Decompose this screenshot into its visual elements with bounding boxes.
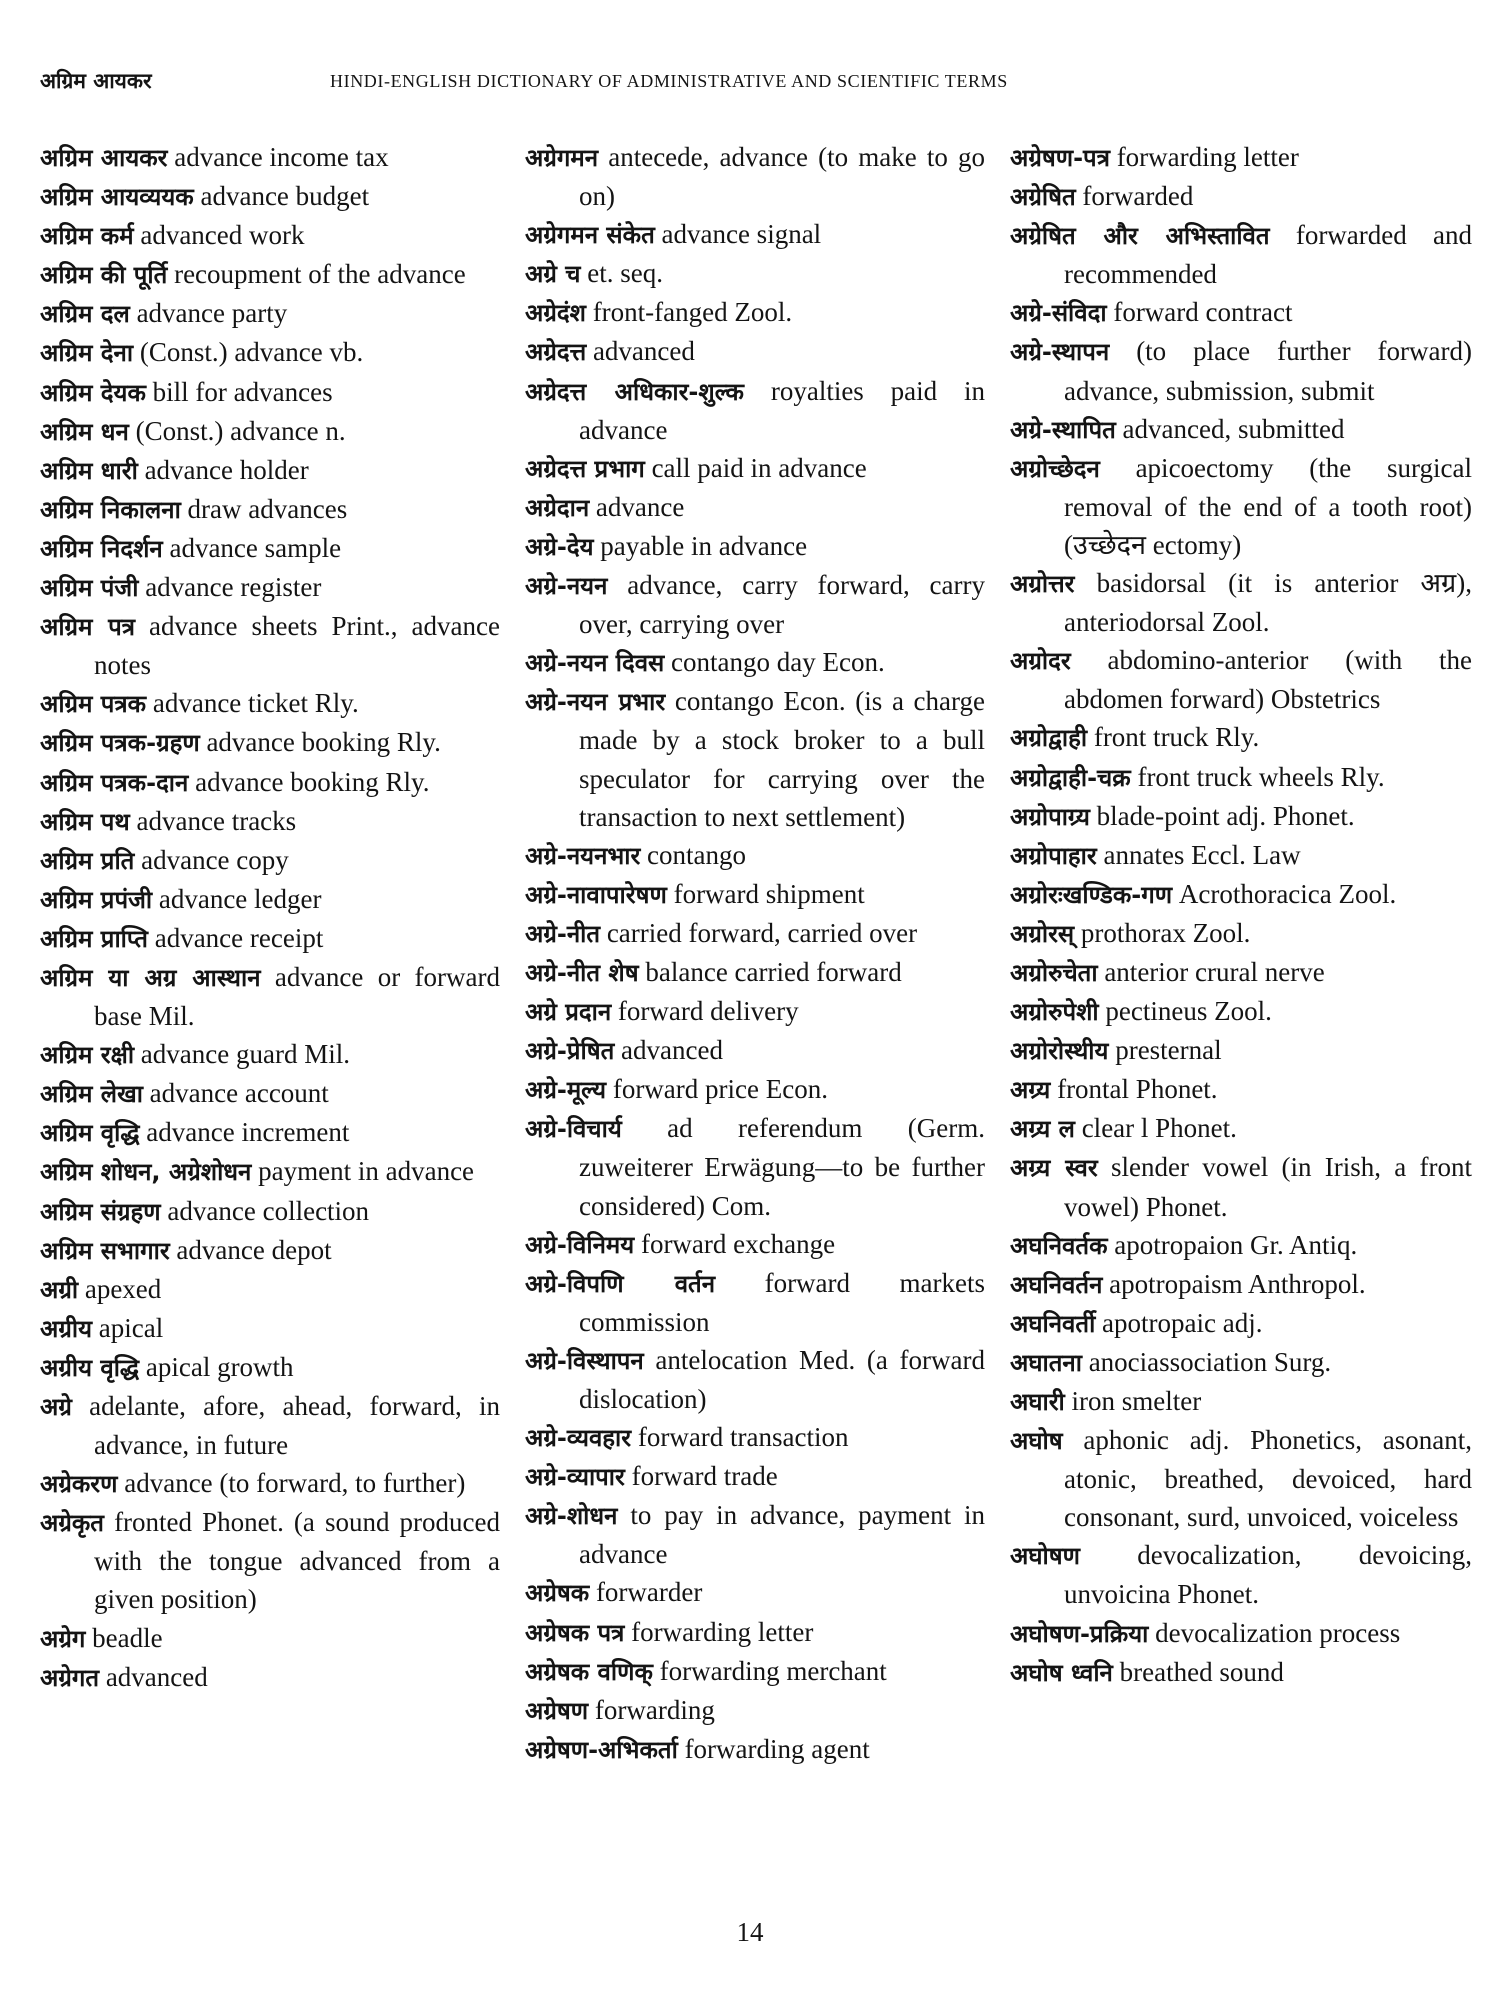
entry-translation: advance holder <box>144 454 309 485</box>
column-2 <box>525 138 985 1769</box>
dictionary-entry <box>1010 641 1472 718</box>
entry-translation: advance receipt <box>154 922 324 953</box>
dictionary-entry <box>525 293 985 332</box>
entry-translation: advance ticket Rly. <box>152 688 359 719</box>
entry-translation: slender vowel (in Irish, a front vowel) Phonet. <box>1064 1152 1473 1222</box>
entry-headword: अग्रीय <box>40 1314 93 1343</box>
entry-headword: अग्रोपाग्र्य <box>1010 802 1090 831</box>
entry-translation: (to place further forward) advance, submission, submit <box>1064 336 1472 406</box>
dictionary-entry <box>1010 449 1472 564</box>
dictionary-entry <box>1010 875 1472 914</box>
entry-headword: अग्रिम धन <box>40 417 129 446</box>
entry-translation: advance <box>595 491 685 522</box>
entry-translation: bill for advances <box>152 376 333 407</box>
dictionary-entry <box>40 1113 500 1152</box>
entry-translation: forward contract <box>1113 297 1293 328</box>
entry-headword: अग्र्य <box>1010 1076 1051 1105</box>
entry-translation: contango <box>647 839 747 870</box>
dictionary-entry <box>525 372 985 449</box>
entry-headword: अग्रीय वृद्धि <box>40 1353 140 1382</box>
dictionary-entry <box>525 1457 985 1496</box>
entry-translation: basidorsal (it is anterior अग्र), anteriodorsal Zool. <box>1064 568 1472 638</box>
entry-headword: अग्रिम वृद्धि <box>40 1119 140 1148</box>
entry-headword: अग्रिम प्राप्ति <box>40 924 148 953</box>
dictionary-entry <box>40 1231 500 1270</box>
dictionary-entry <box>525 1264 985 1341</box>
entry-headword: अग्रे-स्थापित <box>1010 415 1116 444</box>
entry-headword: अग्रे-स्थापन <box>1010 338 1110 367</box>
entry-headword: अग्रे-व्यापार <box>525 1463 625 1492</box>
dictionary-entry <box>40 1270 500 1309</box>
dictionary-entry <box>525 1691 985 1730</box>
entry-headword: अग्रे-नीत <box>525 919 601 948</box>
entry-translation: fronted Phonet. (a sound produced with the tongue advanced from a given position) <box>94 1507 500 1615</box>
entry-translation: advance tracks <box>136 805 297 836</box>
entry-headword: अग्रिम दल <box>40 300 130 329</box>
entry-headword: अग्रेषण <box>525 1696 589 1725</box>
dictionary-entry <box>525 1573 985 1612</box>
entry-translation: carried forward, carried over <box>606 917 918 948</box>
entry-headword: अग्रे-नयन <box>525 572 608 601</box>
entry-headword: अघारी <box>1010 1388 1065 1416</box>
dictionary-entry <box>525 1496 985 1573</box>
dictionary-entry <box>525 1613 985 1652</box>
entry-headword: अग्रे <box>40 1393 72 1421</box>
dictionary-entry <box>40 763 500 802</box>
entry-headword: अग्रेषित और अभिस्तावित <box>1010 222 1270 251</box>
entry-headword: अग्रेग <box>40 1624 86 1653</box>
dictionary-entry <box>1010 410 1472 449</box>
dictionary-entry <box>1010 1536 1472 1613</box>
entry-headword: अग्रिम धारी <box>40 456 138 485</box>
dictionary-entry <box>40 1464 500 1503</box>
dictionary-entry <box>40 451 500 490</box>
entry-translation: contango day Econ. <box>671 647 885 678</box>
entry-headword: अग्रोरोस्थीय <box>1010 1037 1109 1066</box>
entry-translation: prothorax Zool. <box>1080 917 1251 948</box>
entry-translation: advance sheets Print., advance notes <box>94 611 500 681</box>
entry-headword: अग्रिम देना <box>40 339 134 368</box>
entry-headword: अग्रिम आयव्ययक <box>40 183 194 212</box>
entry-headword: अग्रेदत्त <box>525 338 587 367</box>
dictionary-entry <box>1010 1382 1472 1421</box>
entry-headword: अग्रेषक पत्र <box>525 1618 625 1647</box>
entry-translation: forwarding merchant <box>659 1655 887 1686</box>
entry-headword: अग्रे-नयनभार <box>525 841 641 870</box>
entry-headword: अग्रे-शोधन <box>525 1502 618 1531</box>
entry-headword: अग्रोरस् <box>1010 919 1075 948</box>
dictionary-entry <box>40 490 500 529</box>
entry-translation: devocalization process <box>1155 1617 1401 1648</box>
entry-headword: अग्रेदंश <box>525 299 586 328</box>
entry-translation: apotropaion Gr. Antiq. <box>1114 1229 1358 1260</box>
dictionary-entry <box>1010 564 1472 641</box>
entry-headword: अघनिवर्तन <box>1010 1270 1103 1299</box>
entry-translation: advance sample <box>169 532 342 563</box>
dictionary-entry <box>40 333 500 372</box>
dictionary-entry <box>1010 1109 1472 1148</box>
dictionary-entry <box>40 841 500 880</box>
entry-headword: अग्रिम संग्रहण <box>40 1197 161 1226</box>
entry-translation: forwarding agent <box>684 1733 870 1764</box>
entry-translation: devocalization, devoicing, unvoicina Phonet. <box>1064 1540 1472 1610</box>
dictionary-entry <box>525 215 985 254</box>
entry-translation: antecede, advance (to make to go on) <box>579 142 986 212</box>
dictionary-entry <box>525 332 985 371</box>
entry-translation: advance ledger <box>158 883 322 914</box>
entry-translation: advance or forward base Mil. <box>94 961 500 1032</box>
entry-headword: अग्रिम प्रति <box>40 846 135 875</box>
entry-headword: अग्रे-नावापारेषण <box>525 880 667 909</box>
dictionary-entry <box>40 373 500 412</box>
entry-headword: अघोषण-प्रक्रिया <box>1010 1619 1149 1648</box>
entry-translation: apical <box>98 1312 164 1343</box>
entry-headword: अग्रिम की पूर्ति <box>40 261 168 290</box>
entry-headword: अग्रिम पत्रक-ग्रहण <box>40 729 200 758</box>
entry-headword: अग्रिम निकालना <box>40 495 181 524</box>
entry-translation: advance copy <box>141 844 289 875</box>
dictionary-entry <box>40 684 500 723</box>
entry-headword: अग्रोपाहार <box>1010 841 1097 870</box>
dictionary-entry <box>525 1730 985 1769</box>
entry-translation: contango Econ. (is a charge made by a stock broker to a bull speculator for carrying over the transaction to next settlement) <box>579 686 986 832</box>
entry-headword: अग्रिम कर्म <box>40 222 134 251</box>
dictionary-entry <box>40 1658 500 1697</box>
entry-translation: apexed <box>84 1273 162 1304</box>
dictionary-entry <box>40 1619 500 1658</box>
entry-translation: apical growth <box>145 1351 294 1382</box>
dictionary-entry <box>1010 1614 1472 1653</box>
entry-translation: forwarded and recommended <box>1064 220 1472 290</box>
entry-headword: अग्रेगमन <box>525 144 599 172</box>
entry-translation: abdomino-anterior (with the abdomen forward) Obstetrics <box>1064 645 1472 715</box>
entry-headword: अग्र्य स्वर <box>1010 1154 1098 1183</box>
entry-translation: forwarder <box>595 1577 703 1608</box>
dictionary-entry <box>1010 1653 1472 1692</box>
dictionary-entry <box>40 177 500 216</box>
entry-translation: clear l Phonet. <box>1081 1113 1237 1144</box>
dictionary-entry <box>525 449 985 488</box>
entry-translation: advance (to forward, to further) <box>124 1468 466 1499</box>
dictionary-entry <box>1010 797 1472 836</box>
entry-headword: अग्रेकरण <box>40 1470 118 1499</box>
entry-headword: अग्रोरुपेशी <box>1010 998 1099 1027</box>
entry-translation: forward delivery <box>617 996 799 1027</box>
entry-headword: अघनिवर्ती <box>1010 1309 1096 1338</box>
dictionary-entry <box>40 1348 500 1387</box>
entry-translation: forwarding letter <box>1116 142 1299 172</box>
entry-translation: ad referendum (Germ. zuweiterer Erwägung—to be further considered) Com. <box>579 1113 985 1221</box>
entry-headword: अघोषण <box>1010 1542 1080 1571</box>
entry-translation: advanced, submitted <box>1122 413 1345 444</box>
entry-translation: advanced work <box>140 220 305 251</box>
dictionary-entry <box>40 1035 500 1074</box>
entry-translation: anociassociation Surg. <box>1088 1346 1332 1377</box>
entry-translation: beadle <box>92 1622 163 1653</box>
entry-headword: अग्रे प्रदान <box>525 998 612 1027</box>
dictionary-entry <box>525 682 985 835</box>
entry-translation: draw advances <box>187 493 348 524</box>
entry-translation: forward trade <box>631 1461 778 1492</box>
entry-translation: forwarded <box>1082 181 1194 212</box>
dictionary-entry <box>525 527 985 566</box>
entry-translation: apicoectomy (the surgical removal of the end of a tooth root) (उच्छेदन ectomy) <box>1064 452 1472 560</box>
entry-headword: अग्रेगमन संकेत <box>525 221 655 250</box>
entry-headword: अग्रेकृत <box>40 1509 104 1538</box>
entry-translation: (Const.) advance vb. <box>139 337 364 368</box>
entry-headword: अग्रे-प्रेषित <box>525 1037 615 1066</box>
entry-headword: अघोष <box>1010 1427 1063 1456</box>
dictionary-entry <box>525 1070 985 1109</box>
dictionary-entry <box>1010 914 1472 953</box>
entry-translation: front truck Rly. <box>1093 722 1260 753</box>
running-head <box>40 66 1460 96</box>
entry-headword: अग्री <box>40 1275 79 1304</box>
entry-translation: advance register <box>145 572 322 603</box>
dictionary-entry <box>40 919 500 958</box>
entry-translation: iron smelter <box>1071 1386 1202 1416</box>
dictionary-entry <box>1010 758 1472 797</box>
column-3 <box>1010 138 1472 1692</box>
dictionary-entry <box>40 723 500 762</box>
dictionary-entry <box>40 294 500 333</box>
dictionary-entry <box>40 1074 500 1113</box>
dictionary-entry <box>525 875 985 914</box>
entry-translation: advance budget <box>200 181 370 212</box>
entry-translation: advance account <box>149 1078 329 1109</box>
dictionary-entry <box>40 880 500 919</box>
dictionary-entry <box>40 607 500 684</box>
dictionary-entry <box>40 802 500 841</box>
entry-translation: payable in advance <box>600 530 808 561</box>
dictionary-entry <box>40 958 500 1035</box>
dictionary-entry <box>1010 1343 1472 1382</box>
entry-headword: अग्रे-देय <box>525 532 594 561</box>
entry-headword: अग्रिम पंजी <box>40 574 139 603</box>
entry-translation: advance income tax <box>174 142 389 172</box>
entry-translation: presternal <box>1115 1035 1222 1066</box>
dictionary-entry <box>1010 177 1472 216</box>
dictionary-entry <box>40 1192 500 1231</box>
dictionary-entry <box>525 1225 985 1264</box>
entry-translation: forwarding <box>594 1694 715 1725</box>
dictionary-entry <box>1010 1421 1472 1536</box>
header-title: HINDI-ENGLISH DICTIONARY OF ADMINISTRATIVE AND SCIENTIFIC TERMS <box>330 71 1008 91</box>
entry-headword: अग्रे-नयन दिवस <box>525 649 665 678</box>
dictionary-entry <box>40 1152 500 1191</box>
entry-translation: forward markets commission <box>579 1267 986 1337</box>
dictionary-entry <box>1010 1265 1472 1304</box>
dictionary-entry <box>40 255 500 294</box>
dictionary-entry <box>525 1418 985 1457</box>
entry-translation: call paid in advance <box>651 452 867 483</box>
entry-translation: aphonic adj. Phonetics, asonant, atonic, breathed, devoiced, hard consonant, surd, unvoiced, voiceless <box>1064 1425 1472 1533</box>
entry-translation: frontal Phonet. <box>1057 1074 1218 1105</box>
dictionary-entry <box>1010 1148 1472 1225</box>
dictionary-entry <box>1010 1226 1472 1265</box>
entry-translation: apotropaism Anthropol. <box>1109 1268 1366 1299</box>
entry-headword: अग्रे च <box>525 260 581 289</box>
entry-translation: adelante, afore, ahead, forward, in advance, in future <box>89 1391 500 1461</box>
entry-headword: अग्रेषक वणिक् <box>525 1657 653 1686</box>
entry-headword: अग्रिम देयक <box>40 378 146 407</box>
entry-translation: forward shipment <box>673 878 865 909</box>
entry-translation: payment in advance <box>258 1156 475 1187</box>
entry-headword: अग्रेषण-पत्र <box>1010 144 1110 172</box>
entry-headword: अग्रिम प्रपंजी <box>40 885 153 914</box>
entry-headword: अग्रे-मूल्य <box>525 1076 607 1105</box>
dictionary-entry <box>525 992 985 1031</box>
entry-headword: अग्रिम निदर्शन <box>40 534 163 563</box>
entry-headword: अग्रेषित <box>1010 183 1076 212</box>
entry-translation: pectineus Zool. <box>1105 996 1272 1027</box>
dictionary-entry <box>525 1341 985 1418</box>
dictionary-entry <box>1010 836 1472 875</box>
entry-headword: अग्रोत्तर <box>1010 570 1075 599</box>
dictionary-entry <box>1010 138 1472 177</box>
dictionary-entry <box>40 568 500 607</box>
entry-headword: अग्रोच्छेदन <box>1010 454 1100 483</box>
dictionary-entry <box>40 1309 500 1348</box>
entry-headword: अग्रिम पथ <box>40 807 130 836</box>
entry-headword: अग्रिम रक्षी <box>40 1041 135 1070</box>
entry-translation: front-fanged Zool. <box>592 297 793 328</box>
dictionary-entry <box>1010 1304 1472 1343</box>
entry-translation: forwarding letter <box>631 1616 814 1647</box>
entry-headword: अग्रेषण-अभिकर्ता <box>525 1735 678 1764</box>
entry-translation: Acrothoracica Zool. <box>1178 878 1397 909</box>
entry-translation: breathed sound <box>1119 1656 1284 1687</box>
entry-headword: अग्रोद्वाही-चक्र <box>1010 763 1131 792</box>
dictionary-entry <box>525 1031 985 1070</box>
dictionary-entry <box>1010 953 1472 992</box>
dictionary-entry <box>525 138 985 215</box>
entry-headword: अघातना <box>1010 1348 1082 1377</box>
dictionary-entry <box>40 529 500 568</box>
dictionary-entry <box>525 914 985 953</box>
dictionary-entry <box>525 836 985 875</box>
entry-headword: अग्रेगत <box>40 1663 100 1692</box>
entry-translation: advanced <box>621 1035 723 1066</box>
entry-headword: अग्रोदर <box>1010 647 1071 676</box>
entry-translation: forward transaction <box>637 1422 849 1453</box>
entry-translation: forward price Econ. <box>612 1074 828 1105</box>
entry-translation: advance collection <box>167 1195 370 1226</box>
dictionary-entry <box>525 953 985 992</box>
entry-headword: अग्रिम लेखा <box>40 1080 143 1109</box>
entry-headword: अग्रिम पत्रक-दान <box>40 768 189 797</box>
dictionary-entry <box>40 412 500 451</box>
entry-translation: advance booking Rly. <box>206 727 441 758</box>
entry-translation: et. seq. <box>587 258 663 289</box>
entry-translation: advanced <box>105 1661 208 1692</box>
entry-headword: अग्रे-नयन प्रभार <box>525 688 666 717</box>
entry-translation: forward exchange <box>640 1228 836 1259</box>
entry-translation: advance guard Mil. <box>140 1039 350 1070</box>
dictionary-entry <box>40 138 500 177</box>
entry-headword: अग्रिम शोधन, अग्रेशोधन <box>40 1158 252 1187</box>
entry-translation: annates Eccl. Law <box>1103 839 1301 870</box>
entry-translation: (Const.) advance n. <box>135 415 346 446</box>
dictionary-entry <box>1010 1031 1472 1070</box>
entry-translation: advance party <box>136 298 288 329</box>
entry-headword: अग्रेदत्त प्रभाग <box>525 454 645 483</box>
entry-translation: apotropaic adj. <box>1102 1307 1263 1338</box>
entry-translation: advanced <box>592 336 695 367</box>
entry-headword: अग्रेदत्त अधिकार-शुल्क <box>525 377 744 406</box>
entry-translation: recoupment of the advance <box>174 259 466 290</box>
entry-translation: advance booking Rly. <box>195 766 430 797</box>
entry-headword: अग्रेदान <box>525 493 590 522</box>
entry-translation: blade-point adj. Phonet. <box>1096 800 1355 831</box>
dictionary-entry <box>525 1652 985 1691</box>
entry-headword: अग्रिम पत्रक <box>40 690 147 719</box>
entry-headword: अग्रे-व्यवहार <box>525 1424 632 1453</box>
entry-translation: to pay in advance, payment in advance <box>579 1500 985 1570</box>
entry-headword: अग्रे-नीत शेष <box>525 958 639 987</box>
dictionary-entry <box>525 1109 985 1224</box>
entry-translation: advance increment <box>146 1117 350 1148</box>
dictionary-entry <box>1010 216 1472 293</box>
entry-headword: अघोष ध्वनि <box>1010 1658 1113 1687</box>
dictionary-entry <box>1010 992 1472 1031</box>
entry-headword: अग्रेषक <box>525 1579 590 1608</box>
dictionary-entry <box>525 254 985 293</box>
entry-headword: अग्रोरुचेता <box>1010 958 1098 987</box>
entry-translation: royalties paid in advance <box>579 375 986 445</box>
entry-translation: antelocation Med. (a forward dislocation) <box>579 1344 985 1414</box>
entry-headword: अग्रे-विपणि वर्तन <box>525 1269 716 1298</box>
entry-headword: अग्र्य ल <box>1010 1115 1075 1144</box>
dictionary-entry <box>40 216 500 255</box>
entry-translation: anterior crural nerve <box>1104 956 1325 987</box>
entry-translation: advance, carry forward, carry over, carrying over <box>579 570 985 640</box>
entry-translation: front truck wheels Rly. <box>1137 761 1385 792</box>
dictionary-entry <box>525 566 985 643</box>
dictionary-entry <box>1010 293 1472 332</box>
page-number: 14 <box>736 1917 764 1947</box>
entry-headword: अग्रिम या अग्र आस्थान <box>40 963 261 992</box>
entry-headword: अग्रिम पत्र <box>40 613 135 642</box>
dictionary-entry <box>40 1503 500 1618</box>
dictionary-entry <box>1010 718 1472 757</box>
entry-headword: अग्रे-विस्थापन <box>525 1346 644 1375</box>
entry-headword: अग्रे-संविदा <box>1010 299 1107 328</box>
entry-headword: अग्रिम सभागार <box>40 1236 170 1265</box>
dictionary-entry <box>40 1387 500 1464</box>
dictionary-entry <box>1010 1070 1472 1109</box>
entry-headword: अग्रोरःखण्डिक-गण <box>1010 880 1173 909</box>
entry-headword: अघनिवर्तक <box>1010 1231 1108 1260</box>
entry-translation: advance depot <box>176 1234 332 1265</box>
entry-headword: अग्रोद्वाही <box>1010 724 1088 753</box>
dictionary-entry <box>525 488 985 527</box>
entry-translation: advance signal <box>661 219 822 250</box>
dictionary-entry <box>1010 332 1472 409</box>
entry-headword: अग्रे-विचार्य <box>525 1115 622 1144</box>
header-guide-word: अग्रिम आयकर <box>40 68 152 93</box>
entry-headword: अग्रिम आयकर <box>40 144 168 172</box>
dictionary-entry <box>525 643 985 682</box>
column-1 <box>40 138 500 1697</box>
entry-translation: balance carried forward <box>645 956 902 987</box>
entry-headword: अग्रे-विनिमय <box>525 1230 635 1259</box>
